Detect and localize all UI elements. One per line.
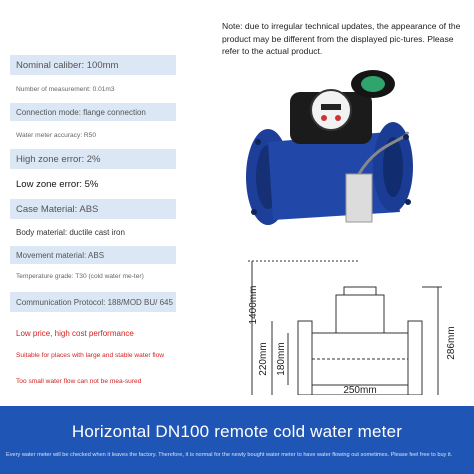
- dim-220: 220mm: [258, 342, 269, 376]
- spec-measurement: Number of measurement: 0.01m3: [16, 85, 115, 93]
- remote-module: [346, 174, 372, 222]
- spec-high-zone-error: High zone error: 2%: [10, 149, 176, 169]
- dim-286: 286mm: [446, 326, 457, 360]
- banner-footnote: Every water meter will be checked when it leaves the factory. Therefore, it is normal for the newly bought water meter to have water flowing out sometimes. Please feel free to buy it.: [6, 452, 453, 458]
- diagram-left-flange: [298, 321, 312, 395]
- dim-250: 250mm: [343, 385, 377, 395]
- spec-communication-protocol: Communication Protocol: 188/MOD BU/ 645: [10, 292, 176, 312]
- spec-suitable-places: Suitable for places with large and stable water flow: [16, 351, 165, 359]
- spec-temperature-grade: Temperature grade: T30 (cold water me-ter): [16, 273, 144, 280]
- diagram-right-flange: [408, 321, 422, 395]
- spec-low-price: Low price, high cost performance: [16, 328, 134, 338]
- spec-movement-material: Movement material: ABS: [10, 246, 176, 264]
- spec-connection-mode: Connection mode: flange connection: [10, 103, 176, 121]
- dimension-diagram: [226, 247, 466, 395]
- water-meter-photo: [228, 62, 438, 237]
- dim-1400: 1400mm: [248, 285, 259, 325]
- spec-low-zone-error: Low zone error: 5%: [16, 178, 99, 190]
- spec-body-material: Body material: ductile cast iron: [16, 227, 125, 237]
- spec-case-material: Case Material: ABS: [10, 199, 176, 219]
- spec-low-flow-warning: Too small water flow can not be mea-sured: [16, 378, 142, 385]
- disclaimer-note: Note: due to irregular technical updates, the appearance of the product may be different from the displayed pic-tures. Please refer to the actual product.: [222, 21, 461, 57]
- product-title: Horizontal DN100 remote cold water meter: [71, 422, 403, 441]
- dim-180: 180mm: [276, 342, 287, 376]
- spec-accuracy: Water meter accuracy: R50: [16, 131, 97, 139]
- title-banner: [0, 406, 474, 474]
- spec-nominal-caliber: Nominal caliber: 100mm: [10, 55, 176, 75]
- brand-watermark: [12, 8, 172, 46]
